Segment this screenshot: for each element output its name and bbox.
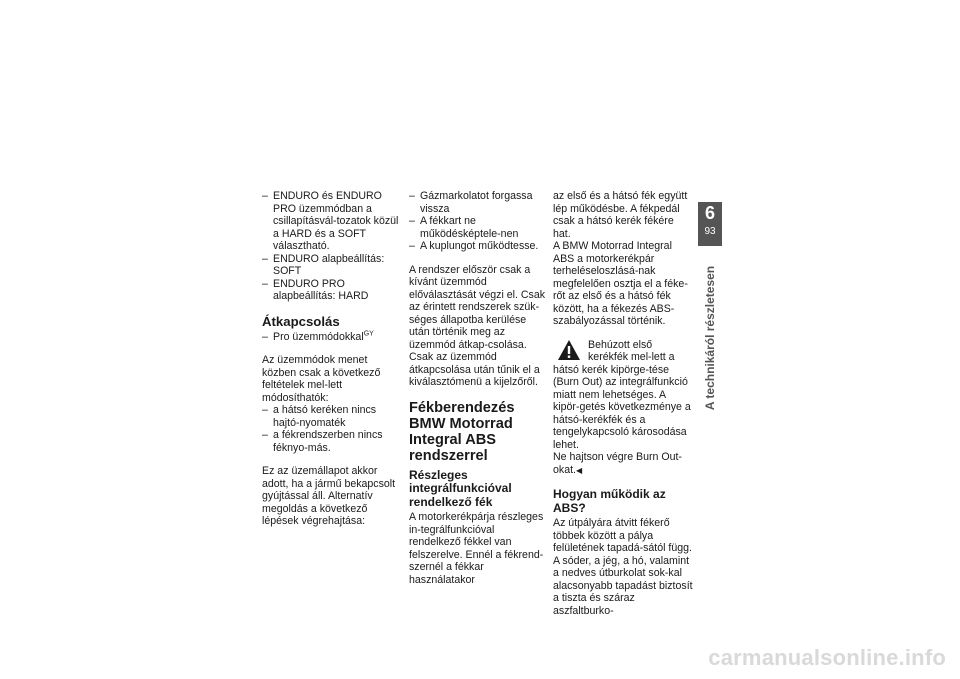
list-item bbox=[262, 331, 402, 344]
paragraph: Csak az üzemmód átkapcsolása után tűnik el a kiválasztómenü a kijelzőről. bbox=[409, 351, 540, 388]
paragraph: A rendszer először csak a kívánt üzemmód előválasztását végzi el. Csak az érintett rendszerek szük-séges állapotba kerülése után történik meg az üzemmód átkap-csolása. bbox=[409, 263, 546, 351]
column-2 bbox=[409, 190, 549, 586]
sub-heading: Részleges integrálfunkcióval rendelkező fék bbox=[409, 467, 512, 509]
watermark: carmanualsonline.info bbox=[708, 645, 946, 670]
end-mark-icon: ◀ bbox=[575, 465, 583, 475]
paragraph bbox=[553, 451, 694, 477]
chapter-side-title: A technikáról részletesen bbox=[703, 265, 717, 411]
column-1 bbox=[262, 190, 402, 528]
list-item: – a hátsó keréken nincs hajtó-nyomaték bbox=[262, 404, 402, 429]
chapter-tab bbox=[698, 202, 722, 246]
page-number: 93 bbox=[704, 226, 716, 237]
paragraph: az első és a hátsó fék együtt lép működésbe. A fékpedál csak a hátsó kerék fékére hat. bbox=[553, 190, 688, 240]
warning-triangle-icon bbox=[557, 339, 581, 361]
chapter-number: 6 bbox=[704, 203, 715, 223]
warning-note bbox=[553, 339, 694, 452]
list-item: – ENDURO PRO alapbeállítás: HARD bbox=[262, 278, 402, 303]
section-heading: Hogyan működik az ABS? bbox=[553, 487, 666, 515]
main-heading: Fékberendezés BMW Motorrad Integral ABS rendszerrel bbox=[409, 399, 515, 464]
paragraph: Ez az üzemállapot akkor adott, ha a jármű bekapcsolt gyújtással áll. Alternatív megoldás a következő lépések végrehajtása: bbox=[262, 465, 396, 527]
list-item: – ENDURO és ENDURO PRO üzemmódban a csillapításvál-tozatok közül a HARD és a SOFT választható. bbox=[262, 190, 402, 253]
list-item: – Gázmarkolatot forgassa vissza bbox=[409, 190, 549, 215]
column-3 bbox=[553, 190, 694, 617]
availability-superscript: GY bbox=[363, 329, 374, 337]
paragraph: A motorkerékpárja részleges in-tegrálfunkcióval rendelkező fékkel van felszerelve. Ennél a fékrend-szernél a fékkar használatakor bbox=[409, 511, 544, 586]
list-item: – A fékkart ne működésképtele-nen bbox=[409, 215, 549, 240]
warning-text: Behúzott első kerékfék mel-lett a hátsó kerék kipörge-tése (Burn Out) az integrálfunkció miatt nem lehetséges. A kipör-getés következménye a hátsó-kerékfék és a tengelykapcsoló károsodása lehet. bbox=[553, 338, 691, 451]
paragraph-text: Ne hajtson végre Burn Out-okat. bbox=[553, 451, 682, 476]
list-item: – a fékrendszerben nincs féknyo-más. bbox=[262, 429, 402, 454]
section-heading: Átkapcsolás bbox=[262, 313, 340, 329]
paragraph: A BMW Motorrad Integral ABS a motorkerékpár terheléseloszlásá-nak megfelelően osztja el a féke-rőt az első és a hátsó fék között, ha a fékezés ABS-szabályozással történik. bbox=[553, 240, 688, 327]
list-item: – A kuplungot működtesse. bbox=[409, 240, 549, 253]
item-text: Pro üzemmódokkal bbox=[273, 330, 364, 343]
list-item: – ENDURO alapbeállítás: SOFT bbox=[262, 253, 402, 278]
paragraph: Az üzemmódok menet közben csak a következő feltételek mel-lett módosíthatók: bbox=[262, 354, 381, 404]
paragraph: Az útpályára átvitt fékerő többek között a pálya felületének tapadá-sától függ. A sóder, a jég, a hó, valamint a nedves útburkolat sok-kal alacsonyabb tapadást biztosít a tiszta és száraz aszfaltburko- bbox=[553, 517, 693, 617]
